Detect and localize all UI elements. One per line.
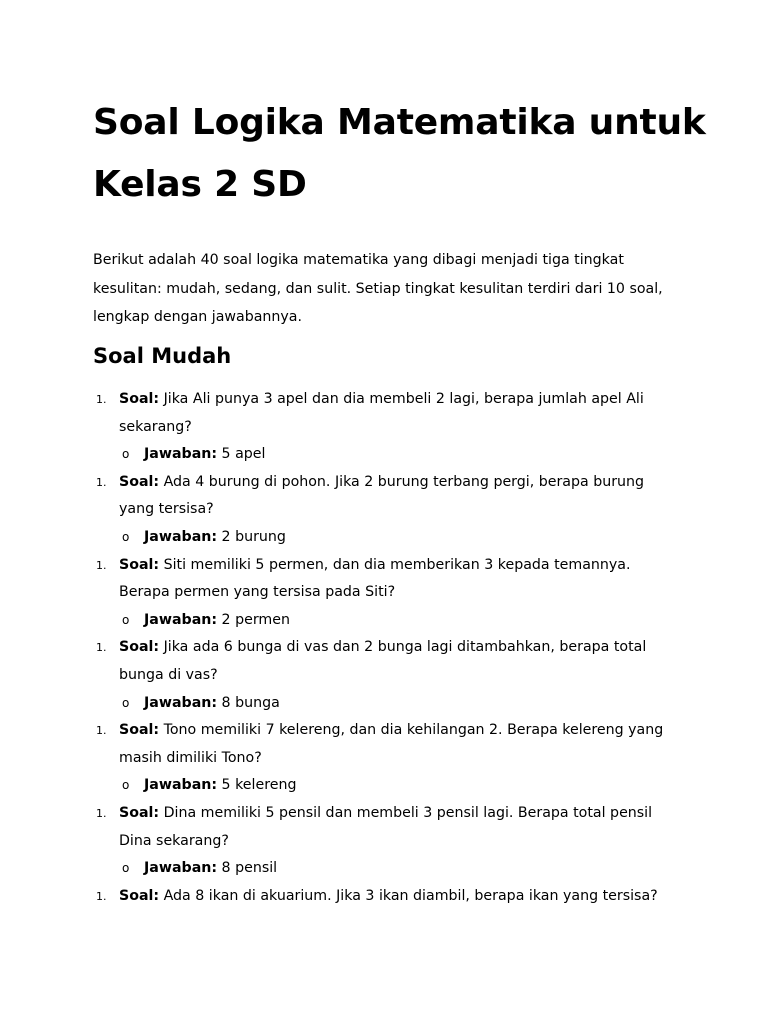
list-number: 1. [96,475,107,489]
answer-body: 2 permen [217,611,290,628]
question-list [0,386,768,910]
answer-text [119,524,679,552]
question-text [119,386,679,441]
answer-label: Jawaban: [144,860,218,877]
answer-text [119,855,679,883]
answer-label: Jawaban: [144,446,218,463]
list-number: 1. [96,641,107,655]
question-body: Siti memiliki 5 permen, dan dia memberikan 3 kepada temannya. Berapa permen yang tersisa pada Siti? [119,556,631,601]
bullet-marker: o [122,861,130,876]
question-label: Soal: [119,556,160,573]
list-number: 1. [96,558,107,572]
list-item [0,469,679,552]
list-number: 1. [96,724,107,738]
list-item [0,386,679,469]
question-body: Ada 8 ikan di akuarium. Jika 3 ikan diambil, berapa ikan yang tersisa? [159,887,658,904]
bullet-marker: o [122,695,130,710]
question-text [119,469,679,524]
question-label: Soal: [119,391,160,407]
answer-text [119,607,679,635]
bullet-marker: o [122,612,130,627]
answer-body: 8 bunga [217,694,280,711]
question-text [119,634,679,689]
list-item [0,717,679,800]
answer-text [119,441,679,469]
question-text [119,717,679,772]
bullet-marker: o [122,529,130,544]
answer-label: Jawaban: [144,528,218,545]
question-label: Soal: [119,473,160,490]
page-title: Soal Logika Matematika untuk Kelas 2 SD [93,102,706,205]
answer-text [119,690,679,718]
list-number: 1. [96,806,107,820]
list-item [0,800,679,883]
answer-label: Jawaban: [144,777,218,794]
answer-body: 5 kelereng [217,777,297,794]
question-text [119,883,679,911]
list-number: 1. [96,889,107,903]
answer-body: 5 apel [217,446,266,463]
question-text [119,800,679,855]
question-label: Soal: [119,639,160,656]
answer-body: 2 burung [217,528,286,545]
list-item [0,634,679,717]
question-label: Soal: [119,722,160,739]
question-body: Ada 4 burung di pohon. Jika 2 burung terbang pergi, berapa burung yang tersisa? [119,473,645,518]
intro-paragraph: Berikut adalah 40 soal logika matematika yang dibagi menjadi tiga tingkat kesulitan: mudah, sedang, dan sulit. Setiap tingkat kesulitan terdiri dari 10 soal, lengkap dengan jawabannya. [93,252,663,325]
answer-body: 8 pensil [217,860,278,877]
question-text [119,552,679,607]
list-item [0,552,679,635]
question-body: Dina memiliki 5 pensil dan membeli 3 pensil lagi. Berapa total pensil Dina sekarang? [119,804,653,849]
list-number: 1. [96,393,107,406]
question-label: Soal: [119,804,160,821]
answer-label: Jawaban: [144,611,218,628]
bullet-marker: o [122,447,130,462]
question-body: Tono memiliki 7 kelereng, dan dia kehilangan 2. Berapa kelereng yang masih dimiliki Tono? [119,722,664,766]
question-body: Jika ada 6 bunga di vas dan 2 bunga lagi ditambahkan, berapa total bunga di vas? [119,639,647,683]
question-body: Jika Ali punya 3 apel dan dia membeli 2 lagi, berapa jumlah apel Ali sekarang? [119,391,644,435]
list-item [0,883,679,911]
answer-text [119,772,679,800]
section-heading: Soal Mudah [93,344,232,368]
question-label: Soal: [119,887,160,904]
answer-label: Jawaban: [144,694,218,711]
bullet-marker: o [122,778,130,793]
